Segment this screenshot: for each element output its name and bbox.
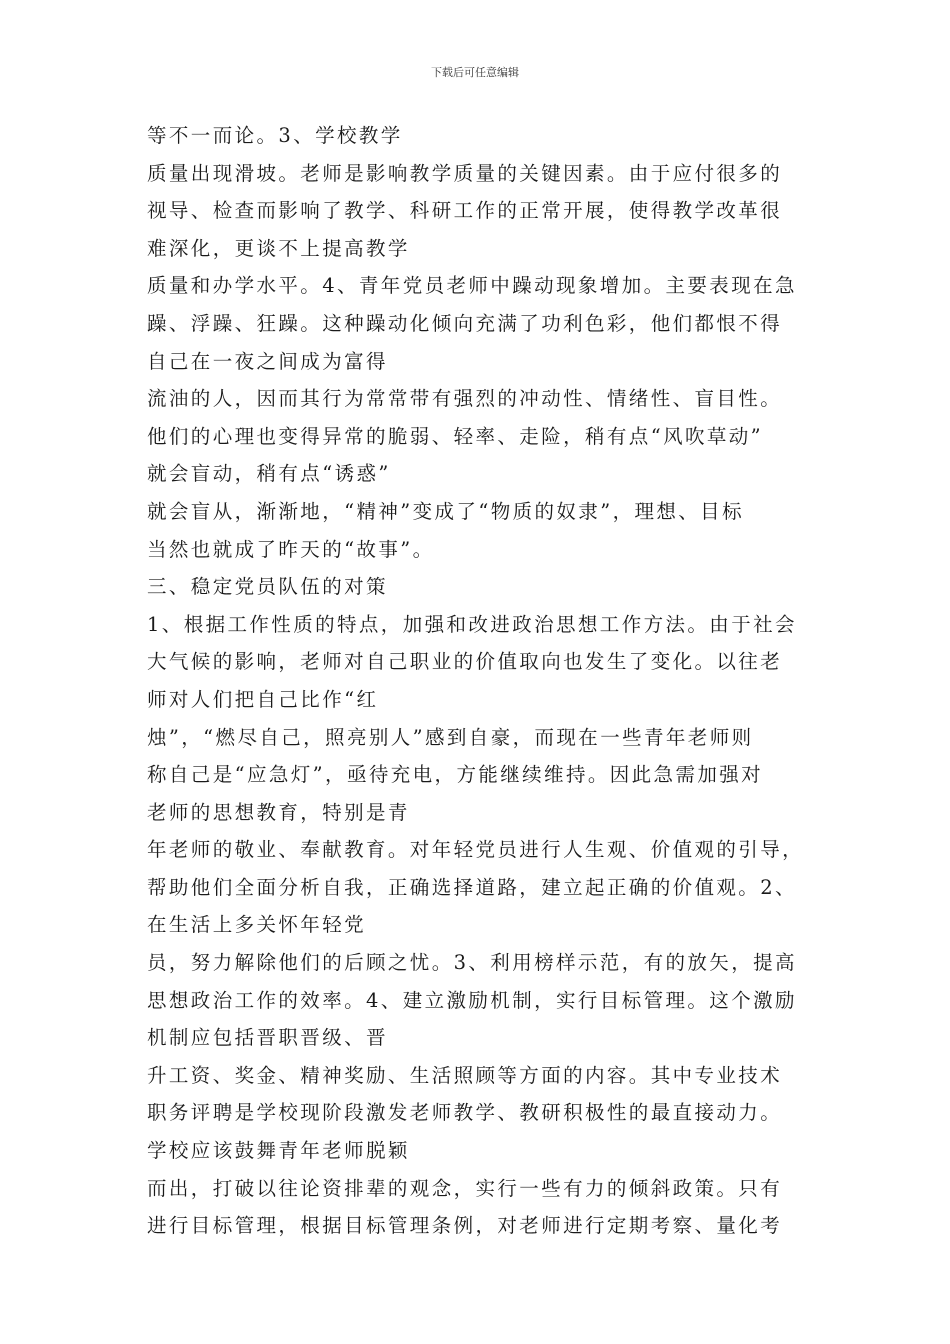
text-line: 在生活上多关怀年轻党 <box>147 913 367 937</box>
text-line: 大气候的影响，老师对自己职业的价值取向也发生了变化。以往老 <box>147 650 783 674</box>
text-line: 进行目标管理，根据目标管理条例，对老师进行定期考察、量化考 <box>147 1214 783 1238</box>
text-line: 自己在一夜之间成为富得 <box>147 349 388 373</box>
text-line: 老师的思想教育，特别是青 <box>147 800 410 824</box>
text-line: 帮助他们全面分析自我，正确选择道路，建立起正确的价值观。2、 <box>147 875 797 899</box>
text-line: 难深化，更谈不上提高教学 <box>147 236 410 260</box>
text-line: 员，努力解除他们的后顾之忧。3、利用榜样示范，有的放矢，提高 <box>147 951 797 975</box>
text-line: 学校应该鼓舞青年老师脱颖 <box>147 1139 410 1163</box>
text-line: 他们的心理也变得异常的脆弱、轻率、走险，稍有点“风吹草动” <box>147 424 764 448</box>
page-header: 下载后可任意编辑 <box>431 66 519 79</box>
text-line: 思想政治工作的效率。4、建立激励机制，实行目标管理。这个激励 <box>147 988 797 1012</box>
text-line: 质量和办学水平。4、青年党员老师中躁动现象增加。主要表现在急 <box>147 274 797 298</box>
text-line: 质量出现滑坡。老师是影响教学质量的关键因素。由于应付很多的 <box>147 161 783 185</box>
text-line: 烛”，“燃尽自己，照亮别人”感到自豪，而现在一些青年老师则 <box>147 725 754 749</box>
text-line: 就会盲动，稍有点“诱惑” <box>147 462 391 486</box>
text-line: 1、根据工作性质的特点，加强和改进政治思想工作方法。由于社会 <box>147 612 797 636</box>
text-line: 年老师的敬业、奉献教育。对年轻党员进行人生观、价值观的引导， <box>147 838 805 862</box>
text-line: 职务评聘是学校现阶段激发老师教学、教研积极性的最直接动力。 <box>147 1101 783 1125</box>
text-line: 视导、检查而影响了教学、科研工作的正常开展，使得教学改革很 <box>147 199 783 223</box>
text-line: 机制应包括晋职晋级、晋 <box>147 1026 388 1050</box>
text-line: 当然也就成了昨天的“故事”。 <box>147 537 435 561</box>
text-line: 称自己是“应急灯”，亟待充电，方能继续维持。因此急需加强对 <box>147 763 764 787</box>
text-line: 躁、浮躁、狂躁。这种躁动化倾向充满了功利色彩，他们都恨不得 <box>147 311 783 335</box>
text-line: 等不一而论。3、学校教学 <box>147 124 403 147</box>
section-heading: 三、稳定党员队伍的对策 <box>147 575 388 599</box>
text-line: 就会盲从，渐渐地，“精神”变成了“物质的奴隶”，理想、目标 <box>147 499 744 523</box>
text-line: 流油的人，因而其行为常常带有强烈的冲动性、情绪性、盲目性。 <box>147 387 783 411</box>
text-line: 而出，打破以往论资排辈的观念，实行一些有力的倾斜政策。只有 <box>147 1176 783 1200</box>
document-body <box>147 117 817 1245</box>
text-line: 升工资、奖金、精神奖励、生活照顾等方面的内容。其中专业技术 <box>147 1063 783 1087</box>
text-line: 师对人们把自己比作“红 <box>147 687 379 711</box>
